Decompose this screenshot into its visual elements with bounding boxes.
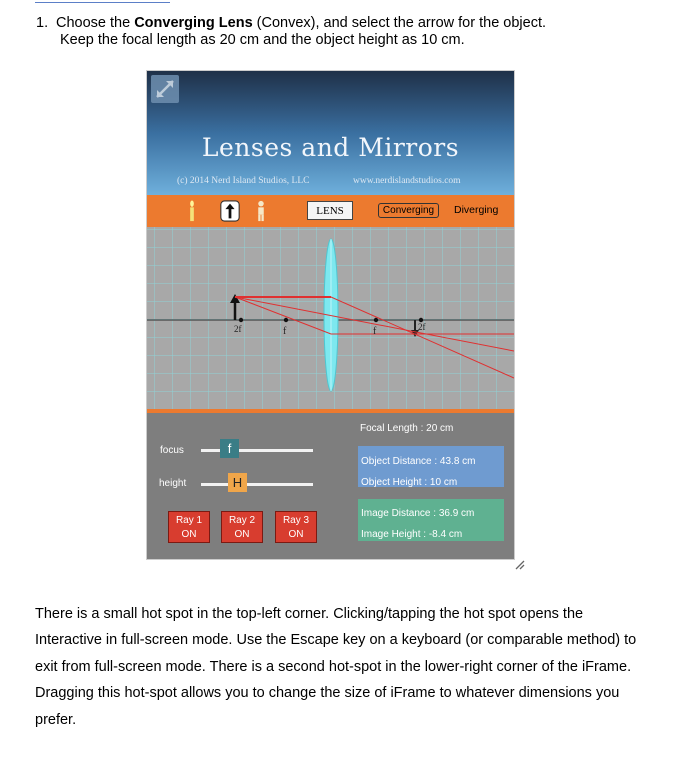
instruction-bold: Converging Lens xyxy=(134,15,253,31)
ray-1-state: ON xyxy=(181,529,197,540)
bench-diagram xyxy=(147,227,514,409)
object-height-readout: Object Height : 10 cm xyxy=(361,477,458,488)
resize-handle-icon[interactable] xyxy=(515,560,525,570)
interactive-header xyxy=(147,71,514,195)
arrow-object-icon[interactable] xyxy=(219,200,241,222)
label-f-right: f xyxy=(373,326,377,337)
object-distance-readout: Object Distance : 43.8 cm xyxy=(361,456,476,467)
ray-1-toggle[interactable] xyxy=(168,511,210,543)
focus-slider-track[interactable] xyxy=(201,449,313,452)
instruction-text-a: Choose the xyxy=(56,15,135,31)
fullscreen-hotspot[interactable] xyxy=(151,75,179,103)
controls-panel xyxy=(147,413,514,559)
focal-point-left xyxy=(284,318,288,322)
height-slider-knob[interactable]: H xyxy=(228,473,247,492)
instruction-line-2: Keep the focal length as 20 cm and the object height as 10 cm. xyxy=(60,32,465,48)
height-slider-track[interactable] xyxy=(201,483,313,486)
image-distance-readout: Image Distance : 36.9 cm xyxy=(361,508,475,519)
toolbar xyxy=(147,195,514,227)
ray-3-state: ON xyxy=(288,529,304,540)
instruction xyxy=(36,15,546,49)
label-2f-left: 2f xyxy=(234,324,242,334)
instruction-line-1 xyxy=(36,15,546,32)
mode-lens-button[interactable]: LENS xyxy=(307,201,353,220)
help-paragraph: There is a small hot spot in the top-left corner. Clicking/tapping the hot spot opens the Interactive in full-screen mode. Use the Escape key on a keyboard (or comparable method) to exit from full-screen mode. There is a second hot-spot in the lower-right corner of the iFrame. Dragging this hot-spot allows you to change the size of iFrame to whatever dimensions you prefer. xyxy=(35,606,637,728)
image-info-box xyxy=(358,499,504,541)
diverging-button[interactable]: Diverging xyxy=(454,204,499,216)
top-rule xyxy=(35,2,170,3)
ray-2-name: Ray 2 xyxy=(228,515,256,526)
label-f-left: f xyxy=(283,326,287,337)
optical-bench xyxy=(147,227,514,409)
ray-2-state: ON xyxy=(234,529,250,540)
person-icon[interactable] xyxy=(255,200,267,222)
instruction-text-b: (Convex), and select the arrow for the object. xyxy=(252,15,547,31)
image-height-readout: Image Height : -8.4 cm xyxy=(361,529,463,540)
instruction-number: 1. xyxy=(36,15,49,31)
expand-icon xyxy=(151,75,179,103)
focal-length-readout: Focal Length : 20 cm xyxy=(360,423,454,434)
object-info-box xyxy=(358,446,504,487)
website-url[interactable]: www.nerdislandstudios.com xyxy=(353,176,461,186)
focus-label: focus xyxy=(160,445,184,456)
ray-1-name: Ray 1 xyxy=(175,515,203,526)
focal-point-right xyxy=(374,318,378,322)
focus-slider-knob[interactable]: f xyxy=(220,439,239,458)
interactive-iframe[interactable] xyxy=(147,71,514,559)
interactive-title: Lenses and Mirrors xyxy=(201,133,460,162)
copyright-text: (c) 2014 Nerd Island Studios, LLC xyxy=(177,176,310,186)
ray-3-name: Ray 3 xyxy=(282,515,310,526)
candle-icon[interactable] xyxy=(187,200,197,222)
two-f-point-left xyxy=(239,318,243,322)
label-2f-right: 2f xyxy=(418,322,426,332)
ray-3-toggle[interactable] xyxy=(275,511,317,543)
ray-2-toggle[interactable] xyxy=(221,511,263,543)
height-label: height xyxy=(159,478,187,489)
converging-button[interactable]: Converging xyxy=(378,203,439,218)
